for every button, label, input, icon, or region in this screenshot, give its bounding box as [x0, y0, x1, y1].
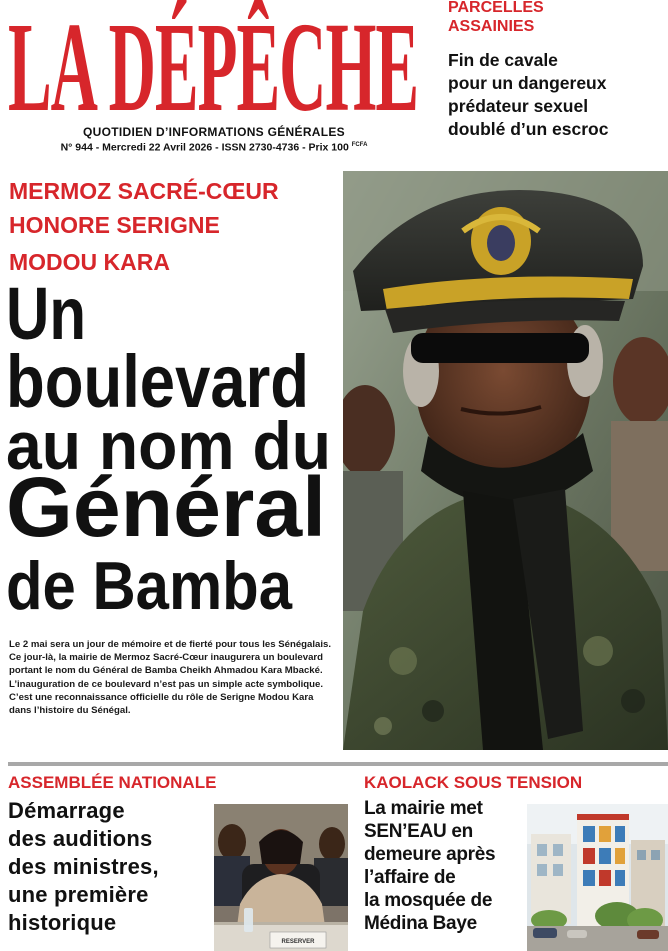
masthead-logo: [6, 0, 420, 122]
portrait-photo: [343, 171, 668, 750]
teaser-title-line: doublé d’un escroc: [448, 119, 609, 139]
issue-info: N° 944 - Mercredi 22 Avril 2026 - ISSN 2730-4736 - Prix 100: [60, 141, 349, 154]
masthead-meta: [12, 126, 416, 155]
main-headline[interactable]: [6, 280, 340, 616]
teaser-kicker-line: ASSAINIES: [448, 18, 535, 35]
main-kicker-line: HONORE SERIGNE: [9, 212, 220, 238]
mosque-photo: [527, 804, 668, 951]
assembly-title-line: historique: [8, 910, 117, 935]
issue-line: [12, 139, 416, 155]
teaser-title-line: prédateur sexuel: [448, 96, 589, 116]
kaolack-title-line: SEN’EAU en: [364, 821, 473, 842]
kaolack-title-line: La mairie met: [364, 798, 483, 819]
main-kicker: [9, 174, 339, 242]
headline-line: de Bamba: [6, 548, 294, 616]
logo-text: LA DÉPÊCHE: [8, 0, 419, 122]
kaolack-title-line: demeure après: [364, 844, 496, 865]
teaser-kicker: [448, 0, 668, 36]
headline-line: au nom du: [6, 408, 331, 484]
assembly-title-line: des ministres,: [8, 854, 159, 879]
headline-line: boulevard: [6, 340, 309, 423]
kaolack-title-line: Médina Baye: [364, 913, 477, 934]
assembly-title-line: Démarrage: [8, 798, 125, 823]
assembly-title-line: des auditions: [8, 826, 153, 851]
kaolack-title[interactable]: [364, 797, 524, 935]
teaser-title-line: pour un dangereux: [448, 73, 607, 93]
assembly-title[interactable]: [8, 797, 213, 937]
assembly-photo: [214, 804, 348, 951]
assembly-title-line: une première: [8, 882, 149, 907]
placard-text: RESERVER: [281, 939, 315, 945]
main-lead: Le 2 mai sera un jour de mémoire et de fierté pour tous les Sénégalais. Ce jour-là, la mairie de Mermoz Sacré-Cœur inaugurera un boulevard portant le nom du Général de Bamba Cheikh Ahmadou Kara Mbacké. L’inauguration de ce boulevard n’est pas un simple acte symbolique. C’est une reconnaissance officielle du rôle de Serigne Modou Kara dans l’histoire du Sénégal.: [9, 639, 332, 717]
teaser-title-line: Fin de cavale: [448, 50, 558, 70]
kaolack-title-line: l’affaire de: [364, 867, 456, 888]
currency: FCFA: [351, 142, 368, 148]
headline-line: Un: [6, 280, 86, 355]
teaser-title[interactable]: [448, 49, 668, 141]
main-kicker-line: MERMOZ SACRÉ-CŒUR: [9, 178, 279, 204]
assembly-kicker: ASSEMBLÉE NATIONALE: [8, 773, 217, 792]
kaolack-kicker: KAOLACK SOUS TENSION: [364, 773, 583, 792]
main-kicker-name: MODOU KARA: [9, 249, 170, 275]
headline-line: Général: [6, 460, 326, 554]
tagline: QUOTIDIEN D’INFORMATIONS GÉNÉRALES: [83, 125, 345, 139]
teaser-kicker-line: PARCELLES: [448, 0, 544, 16]
section-divider: [8, 762, 668, 766]
kaolack-title-line: la mosquée de: [364, 890, 493, 911]
